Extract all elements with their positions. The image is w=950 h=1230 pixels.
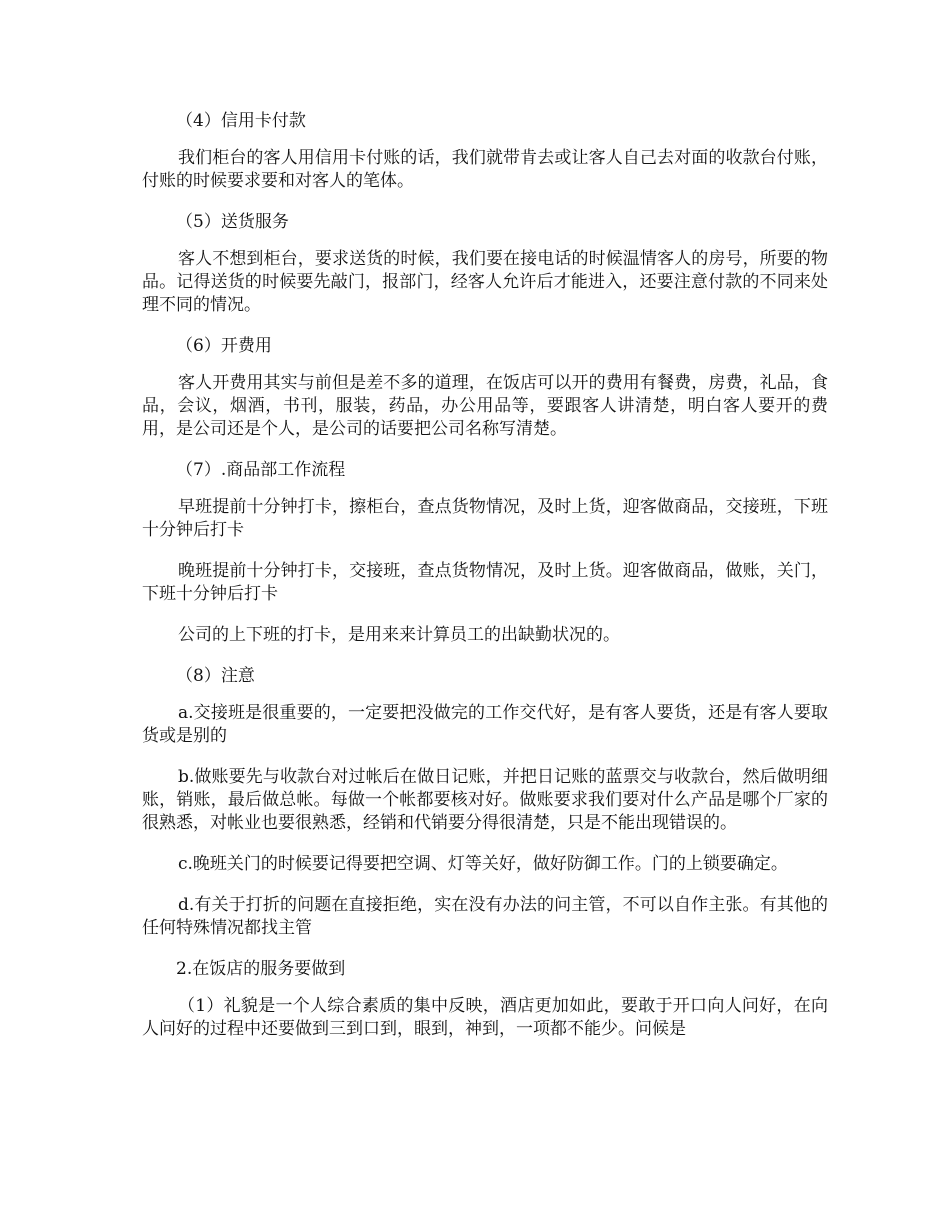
paragraph-clock-in: 公司的上下班的打卡，是用来来计算员工的出缺勤状况的。 [178,625,620,645]
section-heading-notes: （8）注意 [176,666,255,686]
paragraph-credit-card: 我们柜台的客人用信用卡付账的话，我们就带肯去或让客人自己去对面的收款台付账，付账的时候要求要和对客人的笔体。 [142,148,828,191]
paragraph-expenses: 客人开费用其实与前但是差不多的道理，在饭店可以开的费用有餐费，房费，礼品，食品，会议，烟酒，书刊，服装，药品，办公用品等，要跟客人讲清楚，明白客人要开的费用，是公司还是个人，是公司的话要把公司名称写清楚。 [142,373,828,439]
document-body [142,110,828,1041]
section-heading-credit-card: （4）信用卡付款 [176,111,306,131]
paragraph-note-c: c.晚班关门的时候要记得要把空调、灯等关好，做好防御工作。门的上锁要确定。 [178,854,788,874]
paragraph-evening-shift: 晚班提前十分钟打卡，交接班，查点货物情况，及时上货。迎客做商品，做账，关门，下班十分钟后打卡 [142,561,828,604]
paragraph-note-d: d.有关于打折的问题在直接拒绝，实在没有办法的问主管，不可以自作主张。有其他的任何特殊情况都找主管 [142,895,828,938]
paragraph-morning-shift: 早班提前十分钟打卡，擦柜台，查点货物情况，及时上货，迎客做商品，交接班，下班十分钟后打卡 [142,497,828,540]
section-heading-delivery: （5）送货服务 [176,212,289,232]
section-heading-expenses: （6）开费用 [176,336,272,356]
section-heading-workflow: （7）.商品部工作流程 [176,460,346,480]
paragraph-delivery: 客人不想到柜台，要求送货的时候，我们要在接电话的时候温情客人的房号，所要的物品。记得送货的时候要先敲门，报部门，经客人允许后才能进入，还要注意付款的不同来处理不同的情况。 [142,249,828,315]
paragraph-note-b: b.做账要先与收款台对过帐后在做日记账，并把日记账的蓝票交与收款台，然后做明细账，销账，最后做总帐。每做一个帐都要核对好。做账要求我们要对什么产品是哪个厂家的很熟悉，对帐业也要很熟悉，经销和代销要分得很清楚，只是不能出现错误的。 [142,767,828,833]
paragraph-note-a: a.交接班是很重要的，一定要把没做完的工作交代好，是有客人要货，还是有客人要取货或是别的 [142,703,828,746]
section-heading-hotel-service: 2.在饭店的服务要做到 [176,959,346,979]
paragraph-courtesy: （1）礼貌是一个人综合素质的集中反映，酒店更加如此，要敢于开口向人问好，在向人问好的过程中还要做到三到口到，眼到，神到，一项都不能少。问候是 [142,996,828,1039]
